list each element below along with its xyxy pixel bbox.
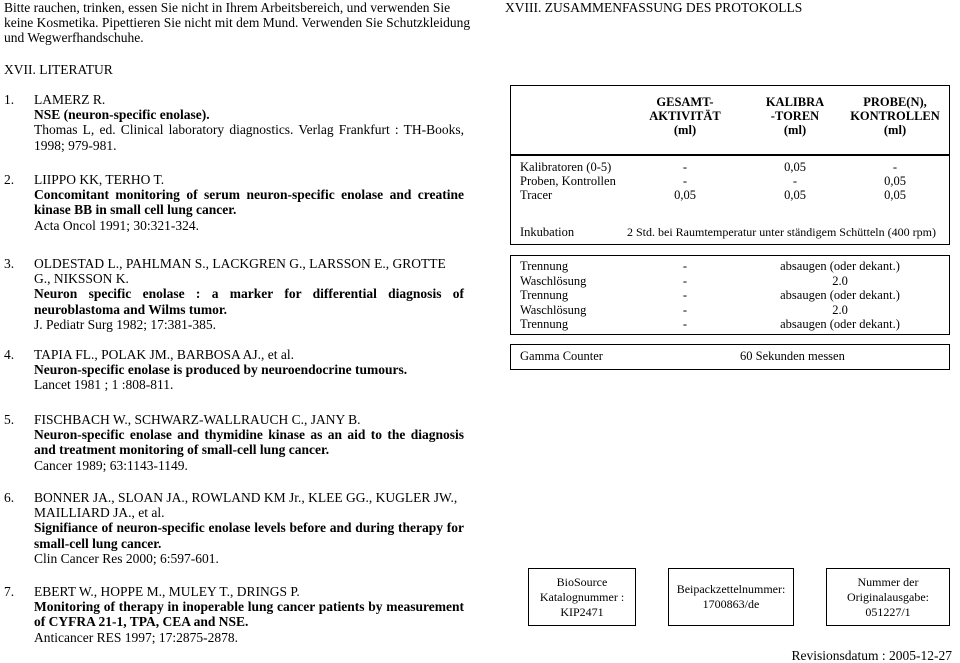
header-total-activity: GESAMT- AKTIVITÄT (ml) xyxy=(649,95,721,137)
reference-title: NSE (neuron-specific enolase). xyxy=(34,107,210,123)
wash-step-dash: - xyxy=(682,273,688,288)
reference-number: 2. xyxy=(4,172,15,187)
reference-source: Acta Oncol 1991; 30:321-324. xyxy=(34,217,199,233)
wash-step-label: Trennung xyxy=(520,317,569,331)
reference-title: Monitoring of therapy in inoperable lung cancer patients by measurement of CYFRA 21-1, TPA, CEA and NSE. xyxy=(34,599,464,630)
wash-step-value: absaugen (oder dekant.) xyxy=(780,317,900,331)
cell-total-tracer: 0,05 xyxy=(674,188,696,202)
wash-step-label: Waschlösung xyxy=(520,302,587,317)
incubation-label: Inkubation xyxy=(520,225,575,239)
cell-calib-samples: - xyxy=(792,174,798,188)
wash-step-value: 2.0 xyxy=(832,302,848,317)
reference-title: Neuron specific enolase : a marker for differential diagnosis of neuroblastoma and Wilms tumor. xyxy=(34,286,464,317)
wash-step-dash: - xyxy=(682,259,688,273)
reference-authors: OLDESTAD L., PAHLMAN S., LACKGREN G., LARSSON E., GROTTE G., NIKSSON K. xyxy=(34,256,446,287)
reference-source: Thomas L, ed. Clinical laboratory diagnostics. Verlag Frankfurt : TH-Books, 1998; 979-981. xyxy=(34,122,464,153)
catalog-box: BioSource Katalognummer : KIP2471 xyxy=(528,568,636,626)
wash-step-dash: - xyxy=(682,288,688,302)
cell-total-calibrators: - xyxy=(682,160,688,174)
wash-step-label: Trennung xyxy=(520,259,569,273)
reference-source: Lancet 1981 ; 1 :808-811. xyxy=(34,377,174,393)
wash-step-dash: - xyxy=(682,317,688,331)
reference-authors: LIIPPO KK, TERHO T. xyxy=(34,172,165,187)
wash-step-value: 2.0 xyxy=(832,273,848,288)
protocol-heading: XVIII. ZUSAMMENFASSUNG DES PROTOKOLLS xyxy=(505,0,803,15)
wash-step-value: absaugen (oder dekant.) xyxy=(780,259,900,273)
cell-calib-tracer: 0,05 xyxy=(784,188,806,202)
wash-step-dash: - xyxy=(682,302,688,317)
row-label-calibrators: Kalibratoren (0-5) xyxy=(520,160,612,174)
reference-source: Anticancer RES 1997; 17:2875-2878. xyxy=(34,629,238,645)
revision-date: Revisionsdatum : 2005-12-27 xyxy=(791,648,952,663)
reference-title: Concomitant monitoring of serum neuron-specific enolase and creatine kinase BB in small cell lung cancer. xyxy=(34,187,464,218)
cell-sample-samples: 0,05 xyxy=(884,174,906,188)
safety-instructions: Bitte rauchen, trinken, essen Sie nicht in Ihrem Arbeitsbereich, und verwenden Sie keine Kosmetika. Pipettieren Sie nicht mit dem Mund. Verwenden Sie Schutzkleidung und Wegwerfhandschuhe. xyxy=(4,0,471,45)
reference-authors: FISCHBACH W., SCHWARZ-WALLRAUCH C., JANY B. xyxy=(34,412,361,427)
reference-number: 6. xyxy=(4,490,15,505)
reference-item xyxy=(4,412,464,473)
reference-number: 3. xyxy=(4,256,15,271)
counter-label: Gamma Counter xyxy=(520,349,603,363)
reference-item xyxy=(4,172,464,233)
reference-number: 7. xyxy=(4,584,15,599)
edition-number-box: Nummer der Originalausgabe: 051227/1 xyxy=(826,568,950,626)
wash-step-label: Trennung xyxy=(520,288,569,302)
reference-source: Cancer 1989; 63:1143-1149. xyxy=(34,457,188,473)
header-calibrators: KALIBRA -TOREN (ml) xyxy=(765,95,825,137)
reference-title: Signifiance of neuron-specific enolase levels before and during therapy for small-cell lung cancer. xyxy=(34,520,464,551)
reference-authors: TAPIA FL., POLAK JM., BARBOSA AJ., et al. xyxy=(34,347,294,362)
cell-calib-calibrators: 0,05 xyxy=(784,160,806,174)
incubation-text: 2 Std. bei Raumtemperatur unter ständigem Schütteln (400 rpm) xyxy=(627,225,936,239)
row-label-samples: Proben, Kontrollen xyxy=(520,174,616,188)
header-samples-controls: PROBE(N), KONTROLLEN (ml) xyxy=(850,95,940,137)
cell-total-samples: - xyxy=(682,174,688,188)
reference-item xyxy=(4,584,464,645)
reference-number: 5. xyxy=(4,412,15,427)
reference-item xyxy=(4,347,464,393)
reference-item xyxy=(4,92,464,153)
wash-step-label: Waschlösung xyxy=(520,273,587,288)
reference-item xyxy=(4,490,464,566)
reference-authors: LAMERZ R. xyxy=(34,92,106,107)
reference-authors: EBERT W., HOPPE M., MULEY T., DRINGS P. xyxy=(34,584,300,599)
row-label-tracer: Tracer xyxy=(520,188,553,202)
reference-number: 4. xyxy=(4,347,15,362)
counter-text: 60 Sekunden messen xyxy=(740,349,845,363)
insert-number-box: Beipackzettelnummer: 1700863/de xyxy=(668,568,794,626)
reference-title: Neuron-specific enolase is produced by neuroendocrine tumours. xyxy=(34,362,408,378)
reference-title: Neuron-specific enolase and thymidine kinase as an aid to the diagnosis and treatment monitoring of small-cell lung cancer. xyxy=(34,427,464,458)
reference-source: Clin Cancer Res 2000; 6:597-601. xyxy=(34,550,219,566)
reference-source: J. Pediatr Surg 1982; 17:381-385. xyxy=(34,316,216,332)
cell-sample-tracer: 0,05 xyxy=(884,188,906,202)
wash-step-value: absaugen (oder dekant.) xyxy=(780,288,900,302)
reference-authors: BONNER JA., SLOAN JA., ROWLAND KM Jr., KLEE GG., KUGLER JW., MAILLIARD JA., et al. xyxy=(34,490,458,521)
literature-heading: XVII. LITERATUR xyxy=(4,62,113,77)
reference-item xyxy=(4,256,464,332)
cell-sample-calibrators: - xyxy=(892,160,898,174)
reference-number: 1. xyxy=(4,92,15,107)
